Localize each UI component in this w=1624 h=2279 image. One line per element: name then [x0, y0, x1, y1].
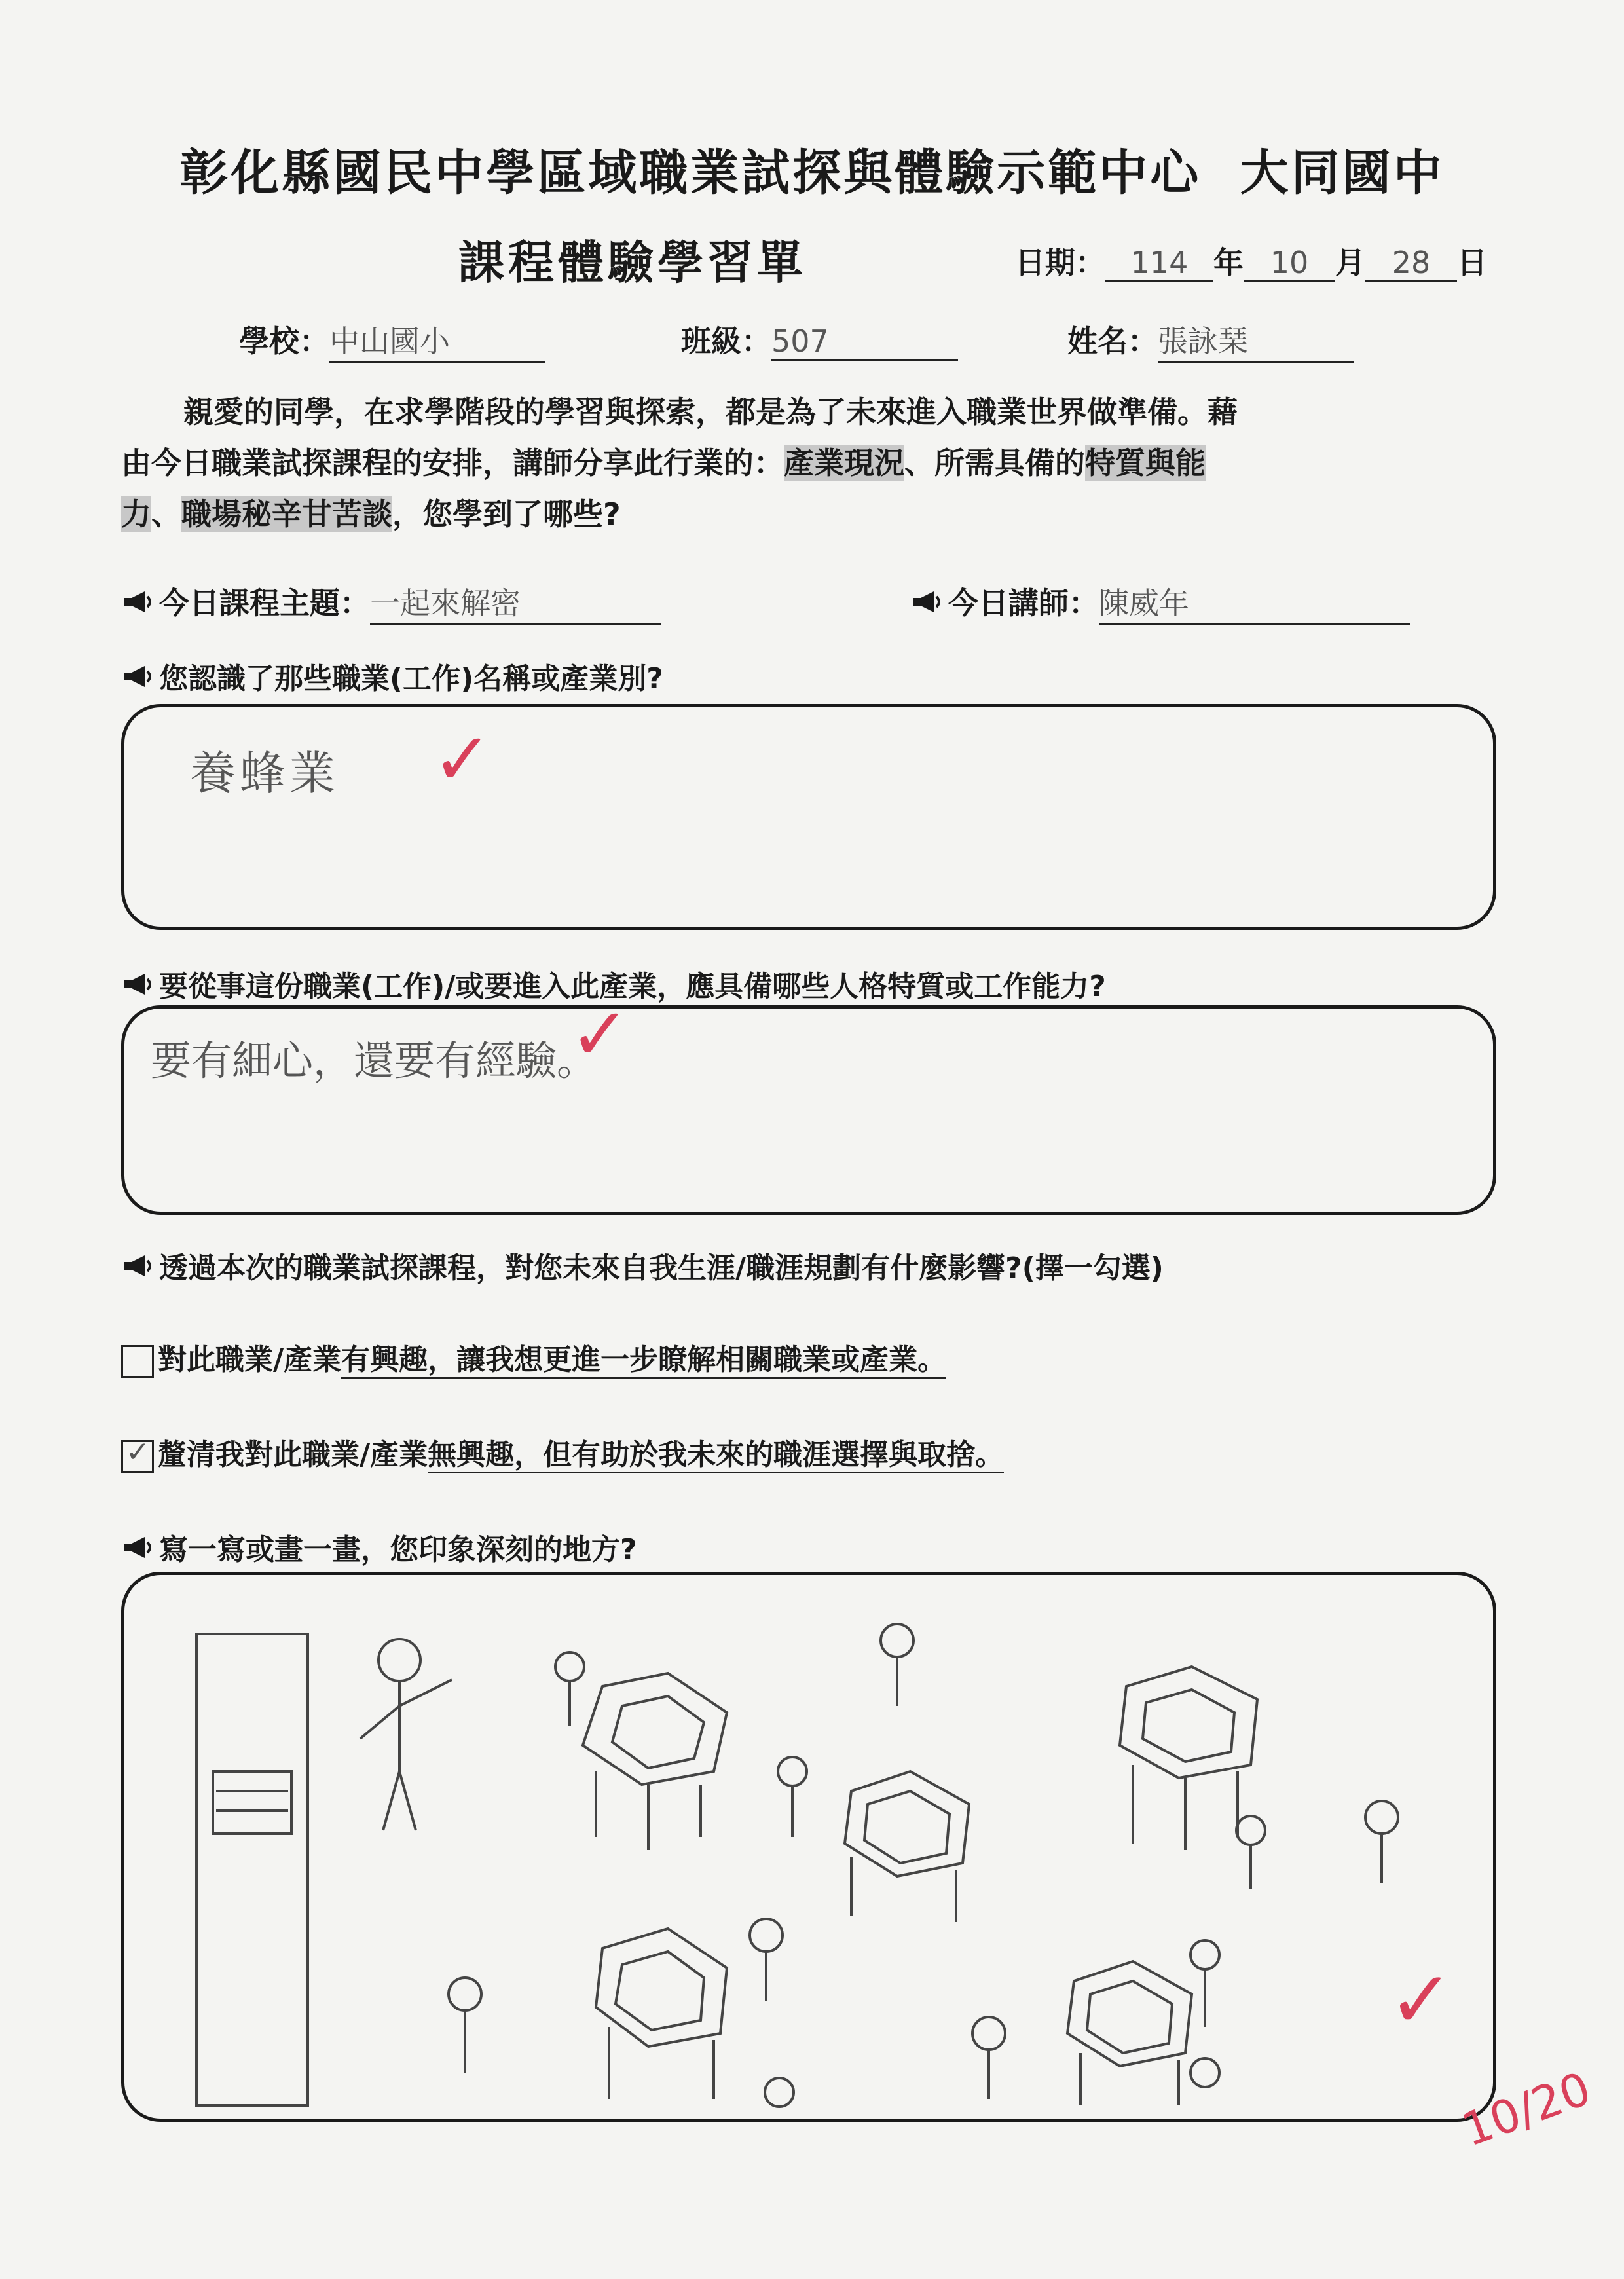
intro-text: 由今日職業試探課程的安排，講師分享此行業的：	[121, 445, 784, 481]
date-day: 28	[1365, 245, 1457, 282]
megaphone-icon	[121, 970, 155, 1003]
option-interest[interactable]	[121, 1336, 946, 1378]
intro-text: 、所需具備的	[904, 445, 1085, 481]
date-row	[1015, 239, 1487, 282]
school-label: 學校：	[239, 324, 329, 359]
hive-table	[583, 1673, 727, 1850]
question-3-text: 透過本次的職業試探課程，對您未來自我生涯/職涯規劃有什麼影響?(擇一勾選)	[159, 1251, 1164, 1285]
intro-text: 、	[151, 496, 181, 532]
highlight-workplace: 職場秘辛甘苦談	[181, 496, 392, 532]
option-1-underlined: 有興趣，讓我想更進一步瞭解相關職業或產業。	[341, 1343, 946, 1379]
student-drawing	[124, 1575, 1493, 2119]
date-month-unit: 月	[1335, 245, 1365, 280]
answer-box-2[interactable]	[121, 992, 1496, 1215]
question-1	[121, 655, 663, 697]
check-mark: ✓	[432, 717, 493, 801]
check-mark: ✓	[570, 992, 631, 1076]
intro-line-3	[121, 489, 1509, 540]
topic-label: 今日課程主題：	[159, 585, 370, 621]
class-value: 507	[771, 324, 958, 361]
megaphone-icon	[121, 662, 155, 695]
teacher-value: 陳威年	[1099, 580, 1410, 625]
question-3	[121, 1244, 1164, 1286]
check-mark: ✓	[1388, 1955, 1454, 2046]
teacher-field	[910, 580, 1410, 625]
option-no-interest[interactable]	[121, 1431, 1004, 1473]
date-day-unit: 日	[1457, 245, 1487, 280]
page-title: 彰化縣國民中學區域職業試探與體驗示範中心 大同國中	[179, 145, 1445, 201]
intro-line-1: 親愛的同學，在求學階段的學習與探索，都是為了未來進入職業世界做準備。藉	[183, 394, 1238, 430]
class-label: 班級：	[681, 324, 771, 359]
megaphone-icon	[121, 585, 155, 621]
form-subtitle: 課程體驗學習單	[458, 236, 807, 289]
megaphone-icon	[121, 1533, 155, 1566]
highlight-industry: 產業現況	[784, 445, 904, 481]
topic-value: 一起來解密	[370, 580, 661, 625]
highlight-traits-cont: 力	[121, 496, 151, 532]
answer-1-text: 養蜂業	[190, 747, 339, 800]
date-label: 日期：	[1015, 245, 1105, 280]
option-2-prefix: 釐清我對此職業/產業	[158, 1438, 428, 1472]
drawing-box[interactable]	[121, 1572, 1496, 2122]
school-field	[239, 318, 545, 363]
question-1-text: 您認識了那些職業(工作)名稱或產業別?	[159, 662, 663, 695]
intro-text: ，您學到了哪些?	[392, 496, 621, 532]
date-year-unit: 年	[1213, 245, 1244, 280]
class-field	[681, 318, 958, 361]
teacher-label: 今日講師：	[948, 585, 1099, 621]
name-label: 姓名：	[1067, 324, 1158, 359]
megaphone-icon	[910, 585, 944, 621]
megaphone-icon	[121, 1251, 155, 1285]
school-value: 中山國小	[329, 318, 545, 363]
option-1-prefix: 對此職業/產業	[158, 1343, 342, 1377]
checkbox-no-interest[interactable]	[121, 1436, 154, 1473]
option-2-underlined: 無興趣，但有助於我未來的職涯選擇與取捨。	[428, 1438, 1004, 1473]
checkbox-checked-icon: ✓	[126, 1436, 150, 1469]
intro-line-2	[121, 437, 1509, 489]
teacher-figure	[360, 1639, 452, 1830]
question-2-text: 要從事這份職業(工作)/或要進入此產業，應具備哪些人格特質或工作能力?	[159, 970, 1106, 1003]
date-month: 10	[1244, 245, 1335, 282]
answer-2-text: 要有細心，還要有經驗。	[151, 1037, 598, 1084]
score: 10/20	[1455, 2061, 1598, 2158]
topic-field	[121, 580, 661, 625]
highlight-traits: 特質與能	[1085, 445, 1206, 481]
checkbox-interest[interactable]	[121, 1345, 154, 1378]
question-4	[121, 1526, 637, 1568]
intro-paragraph	[121, 386, 1509, 540]
question-4-text: 寫一寫或畫一畫，您印象深刻的地方?	[159, 1533, 637, 1566]
name-value: 張詠琹	[1158, 318, 1354, 363]
date-year: 114	[1105, 245, 1213, 282]
name-field	[1067, 318, 1354, 363]
answer-box-1[interactable]	[121, 704, 1496, 930]
